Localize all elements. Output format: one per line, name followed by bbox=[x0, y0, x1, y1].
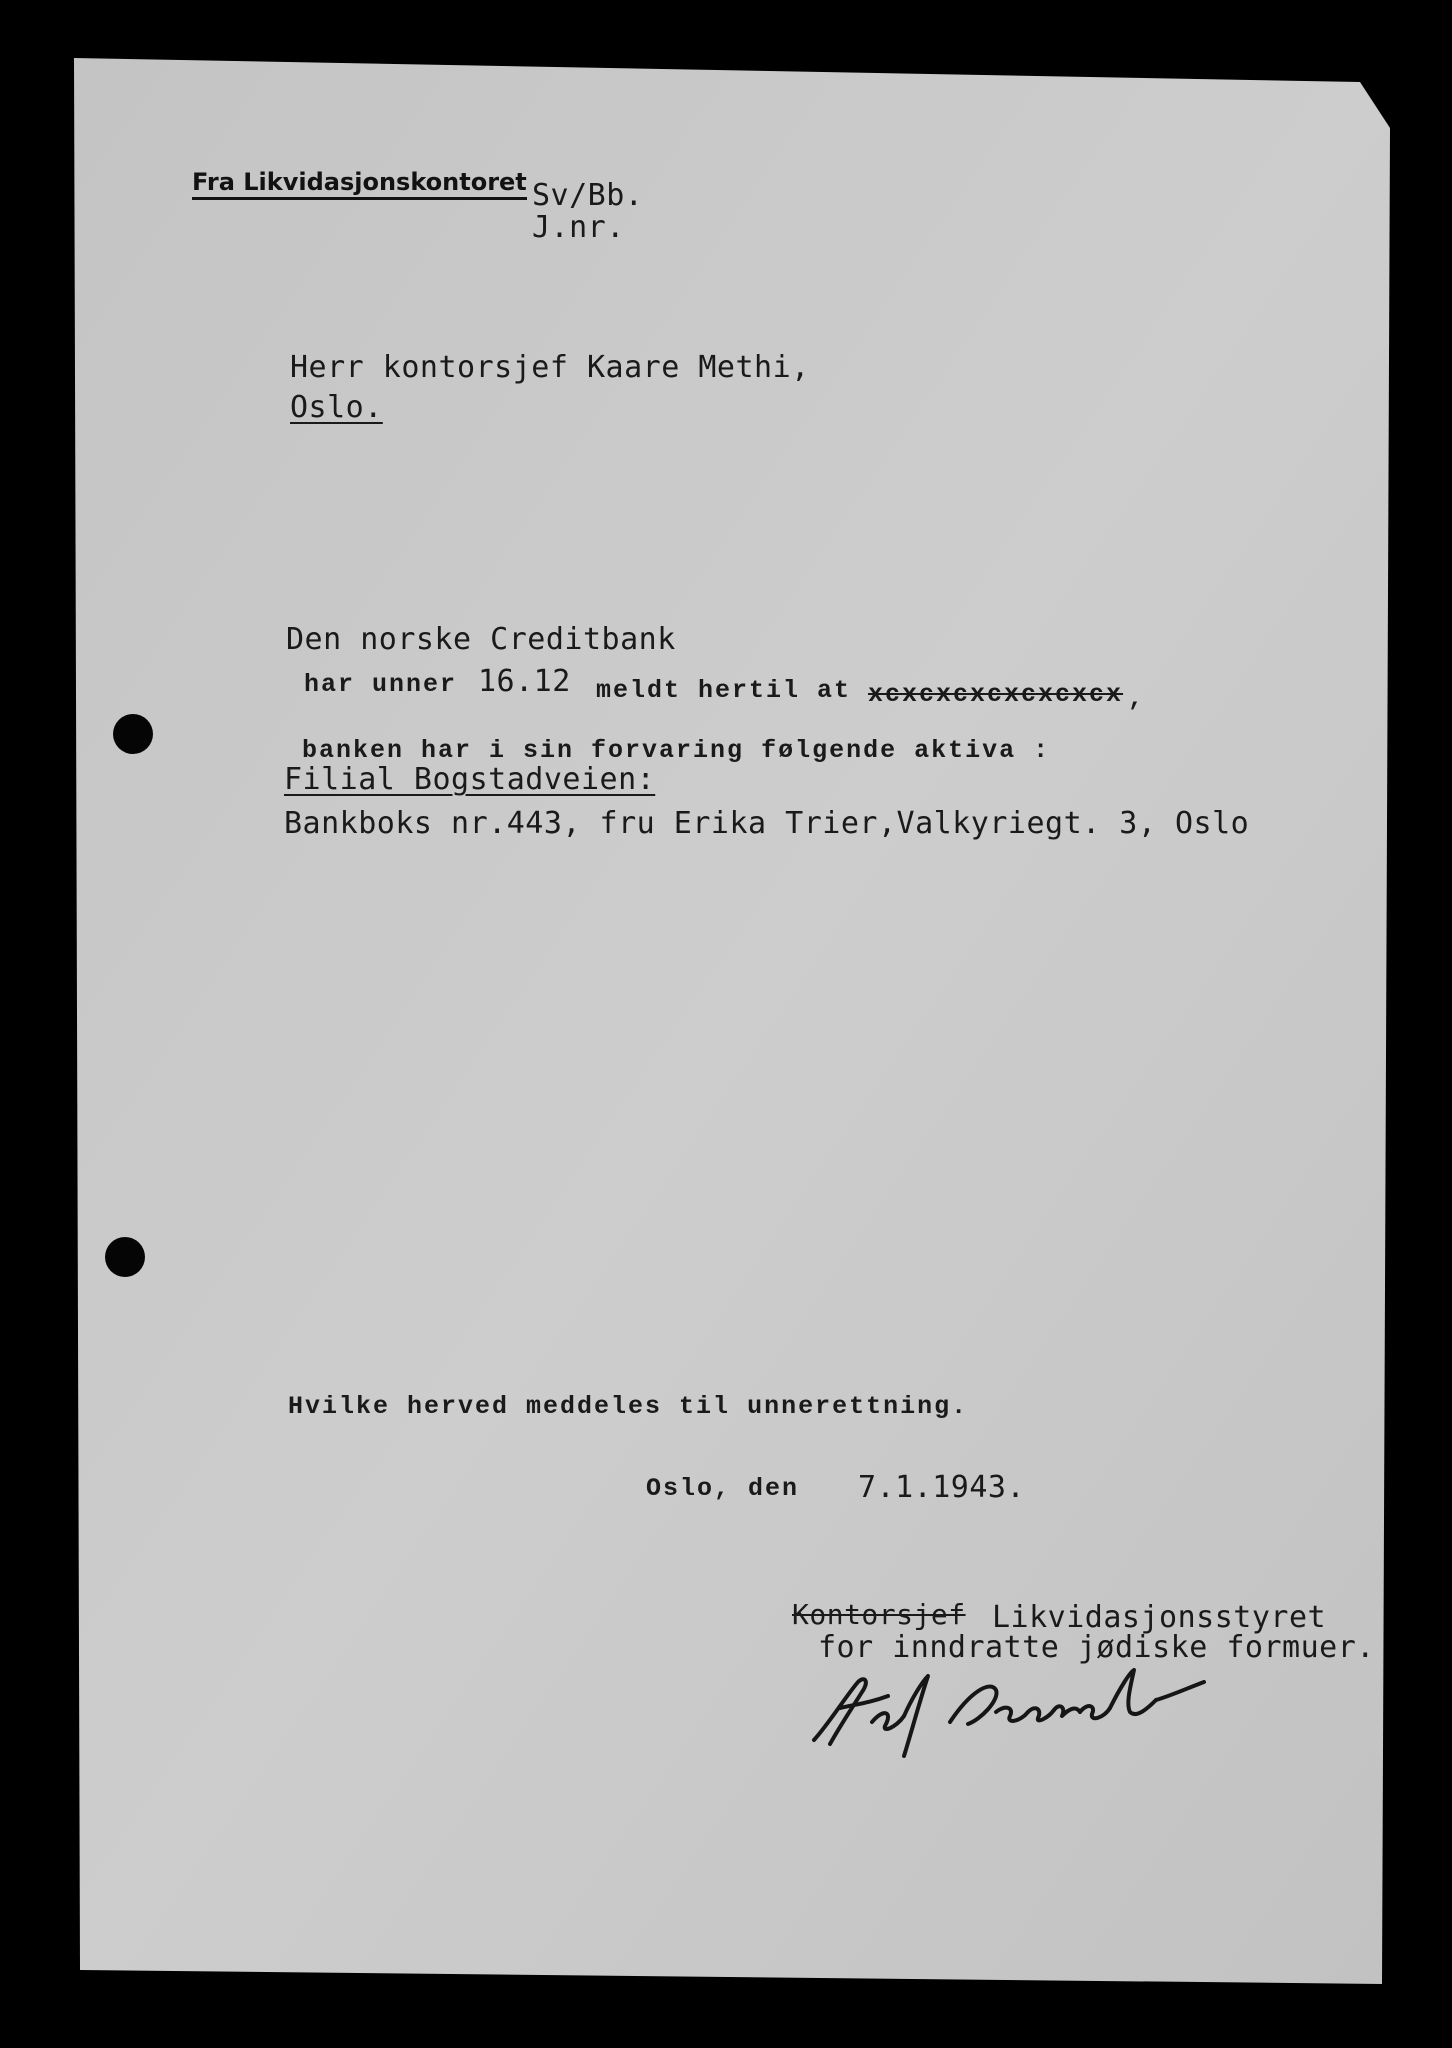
recipient-city: Oslo. bbox=[290, 390, 383, 425]
letter-date: 7.1.1943. bbox=[858, 1470, 1026, 1505]
journal-number-label: J.nr. bbox=[532, 210, 625, 245]
punch-hole-icon bbox=[113, 714, 153, 754]
struck-comma: , bbox=[1128, 684, 1146, 713]
place-label: Oslo, den bbox=[646, 1474, 800, 1503]
signer-title-overtyped: Kontorsjef bbox=[792, 1598, 966, 1631]
recipient-name: Herr kontorsjef Kaare Methi, bbox=[290, 350, 810, 385]
handwritten-signature-icon bbox=[800, 1652, 1220, 1762]
reported-phrase: meldt hertil at bbox=[596, 676, 852, 705]
signer-organization-line2: for inndratte jødiske formuer. bbox=[818, 1630, 1375, 1665]
reported-prefix: har unner bbox=[304, 670, 458, 699]
notice-line: Hvilke herved meddeles til unnerettning. bbox=[288, 1392, 969, 1421]
reported-date: 16.12 bbox=[478, 664, 571, 699]
branch-name: Filial Bogstadveien: bbox=[284, 762, 656, 797]
asset-line: Bankboks nr.443, fru Erika Trier,Valkyriegt. 3, Oslo bbox=[284, 806, 1250, 841]
struck-out-text: xcxcxcxcxcxcxcx bbox=[868, 680, 1124, 709]
punch-hole-icon bbox=[105, 1237, 145, 1277]
office-stamp: Fra Likvidasjonskontoret bbox=[192, 168, 527, 200]
signer-organization: Likvidasjonsstyret bbox=[992, 1600, 1327, 1635]
holding-line: banken har i sin forvaring følgende aktiva : bbox=[302, 736, 1051, 765]
bank-name: Den norske Creditbank bbox=[286, 622, 676, 657]
reference-code: Sv/Bb. bbox=[532, 178, 644, 213]
